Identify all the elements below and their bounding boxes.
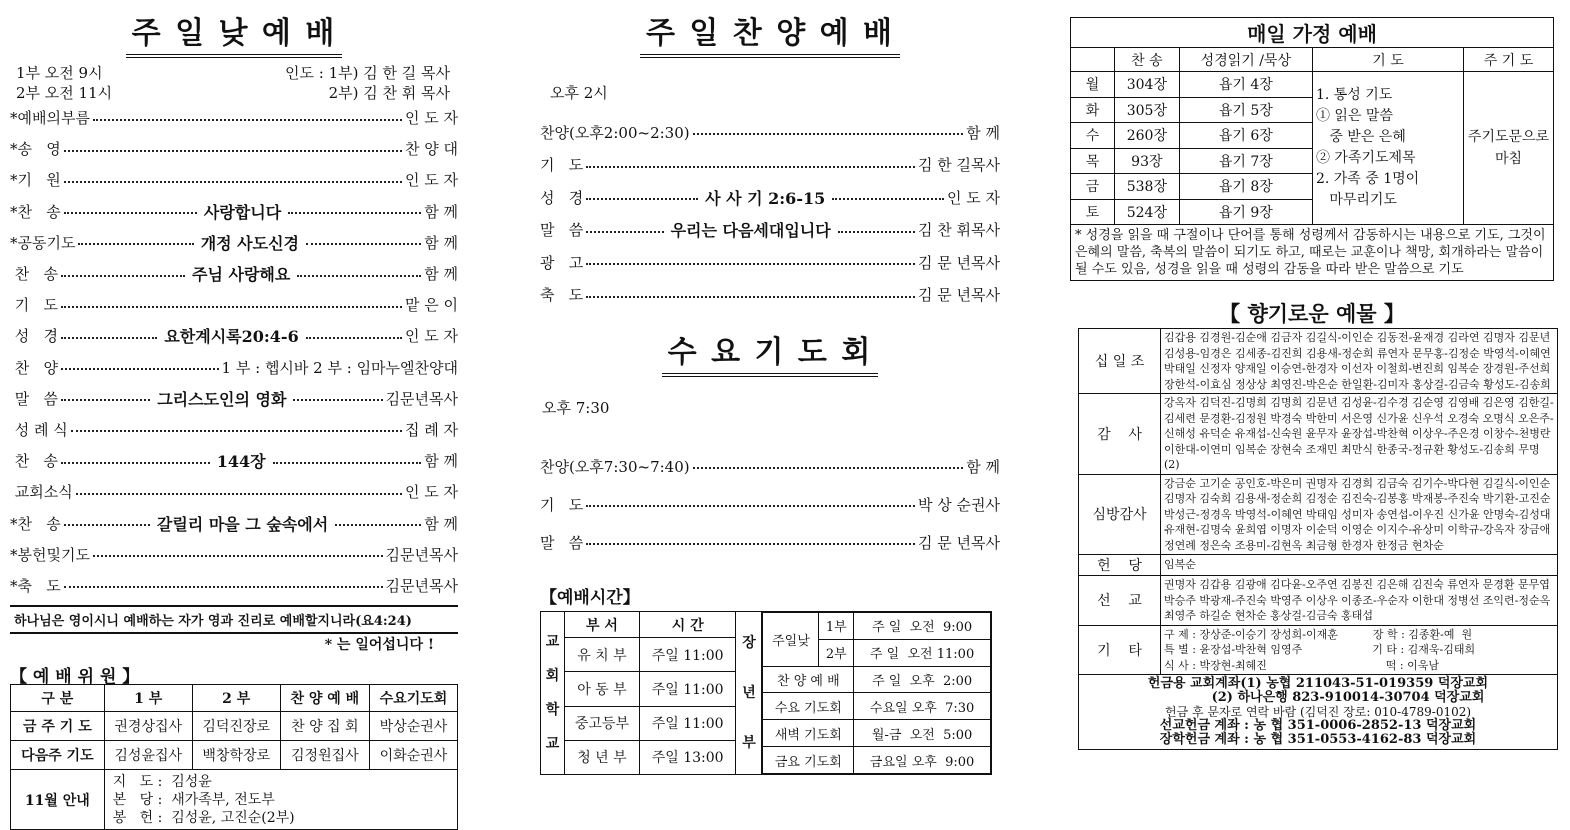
- order-person: 집 례 자: [404, 420, 458, 439]
- committee-row-label: 금 주 기 도: [11, 712, 105, 741]
- church-school-label: [541, 612, 565, 775]
- school-cell: 주일 11:00: [639, 672, 736, 706]
- order-person: 함 께: [424, 265, 458, 284]
- label-char: 장: [742, 635, 756, 651]
- offering-category: 기 타: [1079, 625, 1161, 675]
- family-cell: 욥기 4장: [1179, 72, 1312, 98]
- order-row: [10, 258, 458, 289]
- order-label: 축 도: [540, 286, 584, 305]
- committee-table: [10, 684, 458, 830]
- order-person: 박 상 순권사: [918, 495, 1000, 514]
- committee-cell: 이화순권사: [369, 741, 457, 770]
- order-label: 찬 양: [10, 358, 59, 377]
- leader-dots: [297, 275, 421, 277]
- leader-dots: [71, 430, 402, 432]
- family-cell: 목: [1071, 148, 1115, 174]
- family-worship-title: 매일 가정 예배: [1071, 18, 1554, 48]
- order-label: *예배의부름: [10, 109, 90, 128]
- adult-cell: 수요일 오후 7:30: [854, 693, 991, 720]
- committee-cell: 김성윤집사: [104, 741, 192, 770]
- praise-time: 오후 2시: [550, 84, 608, 102]
- sunday-service-title: 주 일 낮 예 배: [10, 14, 458, 58]
- family-worship-table: [1070, 17, 1554, 281]
- family-cell: 305장: [1115, 97, 1180, 123]
- order-person: 김 찬 휘목사: [918, 221, 1000, 240]
- leader-dots: [64, 212, 197, 214]
- family-cell: 화: [1071, 97, 1115, 123]
- order-person: 인 도 자: [947, 188, 1001, 207]
- sunday-daytime-label: 주일낮: [763, 613, 819, 667]
- committee-header: 1 부: [104, 685, 192, 712]
- family-cell: 욥기 6장: [1179, 123, 1312, 149]
- adult-cell: 1부: [819, 613, 854, 640]
- leader-dots: [93, 555, 383, 557]
- order-label: 말 씀: [10, 389, 59, 408]
- order-person: 인 도 자: [404, 483, 458, 502]
- family-cell: 금: [1071, 174, 1115, 200]
- leader-dots: [64, 524, 150, 526]
- adult-cell: 금요일 오후 9:00: [854, 747, 991, 774]
- leader-dots: [61, 399, 150, 401]
- leader-dots: [76, 493, 402, 495]
- leader-dots: [61, 337, 157, 339]
- leader-dots: [586, 296, 915, 298]
- committee-cell: 김덕진장로: [192, 712, 280, 741]
- family-cell: 수: [1071, 123, 1115, 149]
- praise-title: 주 일 찬 양 예 배: [540, 14, 1000, 58]
- leader-dots: [693, 133, 964, 135]
- offering-category: 감 사: [1079, 394, 1161, 475]
- family-cell: 304장: [1115, 72, 1180, 98]
- adult-cell: 월-금 오전 5:00: [854, 720, 991, 747]
- wednesday-order-list: [540, 447, 1000, 561]
- order-row: [10, 164, 458, 195]
- order-person: 찬 양 대: [404, 140, 458, 159]
- family-cell: 욥기 8장: [1179, 174, 1312, 200]
- sunday-service-column: [10, 0, 458, 830]
- leader-dots: [288, 212, 421, 214]
- order-label: 말 씀: [540, 533, 584, 552]
- leader-dots: [838, 231, 915, 233]
- family-cell: 욥기 7장: [1179, 148, 1312, 174]
- order-row: [540, 214, 1000, 247]
- family-note: * 성경을 읽을 때 구절이나 단어를 통해 성령께서 감동하시는 내용으로 기도, 그것이 은혜의 말씀, 축복의 말씀이 되기도 하고, 때로는 교훈이나 책망, 회개하라는 말씀이 될 수도 있음, 성경을 읽을 때 성령의 감동을 따라 받은 말씀으로 기도: [1071, 225, 1554, 281]
- order-label: 기 도: [540, 156, 584, 175]
- adult-cell: 금요 기도회: [763, 747, 854, 774]
- leader-dots: [586, 543, 915, 545]
- order-row: [10, 476, 458, 507]
- prayer-line: 마무리기도: [1315, 192, 1397, 208]
- family-cell: 토: [1071, 199, 1115, 225]
- order-label: 말 씀: [540, 221, 584, 240]
- leader-dots: [586, 263, 915, 265]
- order-person: 함 께: [424, 514, 459, 533]
- adult-cell: 수요 기도회: [763, 693, 854, 720]
- order-row: [10, 539, 458, 570]
- family-cell: 욥기 5장: [1179, 97, 1312, 123]
- label-char: 년: [742, 685, 756, 701]
- order-row: [10, 352, 458, 383]
- order-row: [10, 133, 458, 164]
- adult-cell: 주 일 오전 11:00: [854, 639, 991, 666]
- leader-dots: [61, 275, 185, 277]
- committee-cell: 권경상집사: [104, 712, 192, 741]
- order-label: 찬양(오후2:00~2:30): [540, 123, 690, 142]
- committee-header: 수요기도회: [369, 685, 457, 712]
- adult-cell: 2부: [819, 639, 854, 666]
- label-char: 학: [545, 702, 560, 718]
- offering-names: 강금순 고기순 공인호-박은미 권명자 김경희 김금숙 김기수-박다현 김길식-이인순 김명자 김숙희 김용새-정순희 김정순 김진숙-김봉홍 박재봉-주진숙 박기환-고진순 박성근-정경옥 박영석-이혜연 박태임 성미자 송연섭-이우진 신가윤 안명숙-김성대 유재현-김명숙 윤희엽 이명자 이순덕 이영순 이지수-유상미 이학규-강옥자 장금애 정연례 정은숙 조용미-김현옥 최금형 한경자 한정금 현차순: [1161, 474, 1558, 555]
- offering-category: 선 교: [1079, 576, 1161, 626]
- offering-table: [1078, 328, 1558, 750]
- prayer-guide: [1312, 72, 1463, 225]
- family-cell: 욥기 9장: [1179, 199, 1312, 225]
- order-row: [10, 102, 458, 133]
- order-person: 김문년목사: [385, 545, 458, 564]
- order-title: 요한계시록20:4-6: [164, 327, 299, 347]
- offering-category: 십 일 조: [1079, 329, 1161, 394]
- family-cell: 93장: [1115, 148, 1180, 174]
- adult-cell: 주 일 오후 2:00: [854, 666, 991, 693]
- prayer-line: ① 읽은 말씀: [1315, 108, 1393, 124]
- order-row: [10, 383, 458, 414]
- leader-dots: [273, 462, 422, 464]
- order-person: 인 도 자: [404, 109, 458, 128]
- committee-header: 구 분: [11, 685, 105, 712]
- order-label: *찬 송: [10, 514, 61, 533]
- order-row: [10, 507, 458, 538]
- prayer-line: 1. 통성 기도: [1315, 87, 1393, 103]
- order-row: [540, 279, 1000, 312]
- offering-names: 강옥자 김덕진-김명희 김명희 김문년 김성윤-김수경 김순영 김영배 김은영 김한길-김세련 문경환-김정원 박경숙 박한미 서은영 신가윤 신우석 오경숙 오명식 오은주-신해성 유덕순 유재섭-신숙원 윤무자 윤장섭-박찬혁 이상우-주은경 이창수-천병란 이한대-이연미 임복순 장현숙 조재민 최만식 한종국-정규환 황성도-김송희 무명(2): [1161, 394, 1558, 475]
- order-label: *기 원: [10, 171, 61, 190]
- order-title: 주님 사랑해요: [192, 265, 291, 285]
- order-person: 함 께: [966, 457, 1000, 476]
- school-cell: 주일 11:00: [639, 706, 736, 740]
- time-second: 2부 오전 11시: [16, 84, 113, 102]
- offering-category: 헌 당: [1079, 555, 1161, 576]
- order-title: 갈릴리 마을 그 숲속에서: [156, 514, 329, 534]
- offering-names: 구 제 : 장상준-이승기 장성희-이재훈 장 학 : 김종환-예 원 특 별 : 윤장섭-박찬혁 임영주 기 타 : 김재욱-김태희 식 사 : 박장현-최혜진 떡 : 이욱남: [1161, 625, 1558, 675]
- label-char: 부: [742, 735, 756, 751]
- offering-names: 임복순: [1161, 555, 1558, 576]
- order-row: [10, 320, 458, 351]
- stand-note: * 는 일어섭니다 !: [324, 637, 434, 653]
- order-person: 인 도 자: [404, 171, 458, 190]
- order-person: 함 께: [424, 233, 458, 252]
- order-label: 기 도: [540, 495, 584, 514]
- account-line-2: (2) 하나은행 823-910014-30704 덕장교회: [1211, 690, 1485, 705]
- order-label: *공동기도: [10, 233, 76, 252]
- order-title: 사랑합니다: [203, 202, 282, 222]
- order-row: [540, 246, 1000, 279]
- leader-dots: [586, 505, 915, 507]
- order-label: 찬 송: [10, 452, 59, 471]
- order-row: [10, 289, 458, 320]
- order-label: *송 영: [10, 140, 61, 159]
- leader-dots: [306, 243, 421, 245]
- leader-dots: [586, 166, 915, 168]
- adult-label: [736, 612, 762, 775]
- order-row: [10, 570, 458, 601]
- family-header: 찬 송: [1115, 48, 1180, 72]
- order-row: [540, 447, 1000, 485]
- order-person: 함 께: [424, 202, 459, 221]
- order-row: [540, 523, 1000, 561]
- nov-guide-lines: [104, 770, 457, 830]
- order-label: 성 경: [540, 188, 584, 207]
- nov-line: 본 당 : 새가족부, 전도부: [112, 791, 275, 808]
- family-cell: 260장: [1115, 123, 1180, 149]
- order-row: [540, 116, 1000, 149]
- committee-title: 【 예 배 위 원 】: [10, 667, 140, 687]
- prayer-line: ② 가족기도제목: [1315, 150, 1416, 166]
- order-label: 광 고: [540, 253, 584, 272]
- wednesday-title: 수 요 기 도 회: [540, 333, 1000, 377]
- wednesday-time: 오후 7:30: [542, 399, 610, 417]
- order-person: 김 문 년목사: [918, 533, 1000, 552]
- committee-cell: 백창학장로: [192, 741, 280, 770]
- service-times: [10, 60, 458, 102]
- leader-dots: [64, 586, 383, 588]
- family-header: [1071, 48, 1115, 72]
- leader-dots: [832, 198, 944, 200]
- order-label: 찬양(오후7:30~7:40): [540, 457, 690, 476]
- order-title: 사 사 기 2:6-15: [705, 188, 826, 208]
- leader-second: 2부) 김 찬 휘 목사: [328, 84, 450, 102]
- adult-cell: 주 일 오전 9:00: [854, 613, 991, 640]
- order-row: [10, 445, 458, 476]
- order-person: 김문년목사: [385, 576, 458, 595]
- school-cell: 주일 11:00: [639, 638, 736, 672]
- order-person: 김문년목사: [385, 389, 459, 408]
- order-person: 김 한 길목사: [918, 156, 1000, 175]
- scholarship-account: 장학헌금 계좌 : 농 협 351-0553-4162-83 덕장교회: [1159, 732, 1477, 747]
- order-person: 김 문 년목사: [918, 286, 1000, 305]
- leader-dots: [306, 337, 402, 339]
- account-box: [1079, 675, 1558, 750]
- adult-cell: 찬 양 예 배: [763, 666, 854, 693]
- committee-cell: 찬 양 집 회: [280, 712, 369, 741]
- lords-prayer: 주기도문으로 마침: [1464, 72, 1554, 225]
- praise-column: [540, 0, 1000, 775]
- account-line-1: 헌금용 교회계좌(1) 농협 211043-51-019359 덕장교회: [1147, 676, 1489, 691]
- leader-dots: [93, 119, 402, 121]
- order-row: [540, 181, 1000, 214]
- order-title: 그리스도인의 영화: [157, 389, 287, 409]
- family-header: 주 기 도: [1464, 48, 1554, 72]
- committee-row-label: 다음주 기도: [11, 741, 105, 770]
- order-person: 인 도 자: [404, 327, 458, 346]
- order-person: 함 께: [966, 123, 1000, 142]
- leader-dots: [61, 368, 218, 370]
- praise-order-list: [540, 116, 1000, 311]
- order-person: 맡 은 이: [404, 296, 458, 315]
- nov-guide-label: 11월 안내: [11, 770, 105, 830]
- family-cell: 524장: [1115, 199, 1180, 225]
- offering-names: 권명자 김갑용 김광애 김다윤-오주연 김봉진 김은해 김진숙 류연자 문경환 문무엽 박승주 박광재-주진숙 박영주 이상우 이종조-우순자 이한대 정병선 조익련-정순옥 최영주 하길순 현차순 홍상걸-김금숙 홍태섭: [1161, 576, 1558, 626]
- order-row: [540, 485, 1000, 523]
- time-first: 1부 오전 9시: [16, 64, 103, 82]
- family-worship-column: [1070, 0, 1554, 750]
- order-title: 개정 사도신경: [200, 233, 300, 253]
- schedule-table: [540, 611, 992, 775]
- mission-account: 선교헌금 계좌 : 농 협 351-0006-2852-13 덕장교회: [1159, 718, 1477, 733]
- committee-cell: 박상순권사: [369, 712, 457, 741]
- family-cell: 538장: [1115, 174, 1180, 200]
- leader-dots: [293, 399, 382, 401]
- school-header: 부 서: [565, 612, 640, 638]
- adult-schedule: [762, 612, 992, 775]
- school-header: 시 간: [639, 612, 736, 638]
- order-label: 기 도: [10, 296, 59, 315]
- offering-category: 심방감사: [1079, 474, 1161, 555]
- leader-dots: [586, 198, 698, 200]
- label-char: 회: [545, 668, 560, 684]
- order-person: 김 문 년목사: [918, 253, 1000, 272]
- order-label: 성 례 식: [10, 420, 68, 439]
- schedule-title: 【예배시간】: [540, 588, 640, 608]
- order-title: 144장: [216, 452, 266, 472]
- adult-cell: 새벽 기도회: [763, 720, 854, 747]
- order-title: 우리는 다음세대입니다: [670, 221, 831, 241]
- committee-header: 2 부: [192, 685, 280, 712]
- order-row: [10, 196, 458, 227]
- leader-dots: [61, 462, 210, 464]
- leader-dots: [61, 306, 402, 308]
- school-cell: 유 치 부: [565, 638, 640, 672]
- order-label: *찬 송: [10, 202, 61, 221]
- committee-header: 찬 양 예 배: [280, 685, 369, 712]
- label-char: 교: [545, 634, 560, 650]
- school-cell: 아 동 부: [565, 672, 640, 706]
- order-label: 성 경: [10, 327, 59, 346]
- order-person: 1 부 : 헵시바 2 부 : 임마누엘찬양대: [221, 358, 458, 377]
- school-cell: 중고등부: [565, 706, 640, 740]
- order-row: [10, 414, 458, 445]
- school-cell: 청 년 부: [565, 740, 640, 774]
- account-note: 헌금 후 문자로 연락 바람 (김덕진 장로: 010-4789-0102): [1164, 705, 1472, 719]
- leader-dots: [64, 150, 402, 152]
- school-cell: 주일 13:00: [639, 740, 736, 774]
- order-label: *축 도: [10, 576, 61, 595]
- order-row: [540, 149, 1000, 182]
- order-row: [10, 227, 458, 258]
- scripture-verse: 하나님은 영이시니 예배하는 자가 영과 진리로 예배할지니라(요4:24): [10, 605, 458, 634]
- leader-dots: [693, 467, 964, 469]
- committee-cell: 김정원집사: [280, 741, 369, 770]
- nov-line: 봉 헌 : 김성윤, 고진순(2부): [112, 809, 295, 826]
- sunday-order-list: [10, 102, 458, 601]
- order-person: 함 께: [424, 452, 459, 471]
- offering-names: 김갑용 김경원-김순애 김금자 김길식-이인순 김동전-윤재경 김라연 김명자 김문년 김성용-임경은 김세종-김진희 김용새-정순희 류연자 문무홍-김정순 박영석-이혜연 박태일 신정자 양재일 이승연-한경자 이선자 이철희-변진희 임복순 장경원-주선희 장한석-이효심 정상상 최영진-박은순 한일환-김미자 홍상걸-김금숙 황성도-김송희: [1161, 329, 1558, 394]
- leader-dots: [64, 181, 402, 183]
- leader-dots: [586, 231, 663, 233]
- order-label: *봉헌및기도: [10, 545, 90, 564]
- prayer-line: 중 받은 은혜: [1315, 129, 1406, 145]
- family-header: 기 도: [1312, 48, 1463, 72]
- order-label: 찬 송: [10, 265, 59, 284]
- leader-first: 인도 : 1부) 김 한 길 목사: [285, 64, 450, 82]
- leader-dots: [78, 243, 193, 245]
- family-header: 성경읽기 /묵상: [1179, 48, 1312, 72]
- label-char: 교: [545, 736, 560, 752]
- prayer-line: 2. 가족 중 1명이: [1315, 171, 1420, 187]
- family-cell: 월: [1071, 72, 1115, 98]
- nov-line: 지 도 : 김성윤: [112, 773, 212, 790]
- leader-dots: [335, 524, 421, 526]
- offering-title: 【 향기로운 예물 】: [1219, 301, 1405, 326]
- order-label: 교회소식: [10, 483, 73, 502]
